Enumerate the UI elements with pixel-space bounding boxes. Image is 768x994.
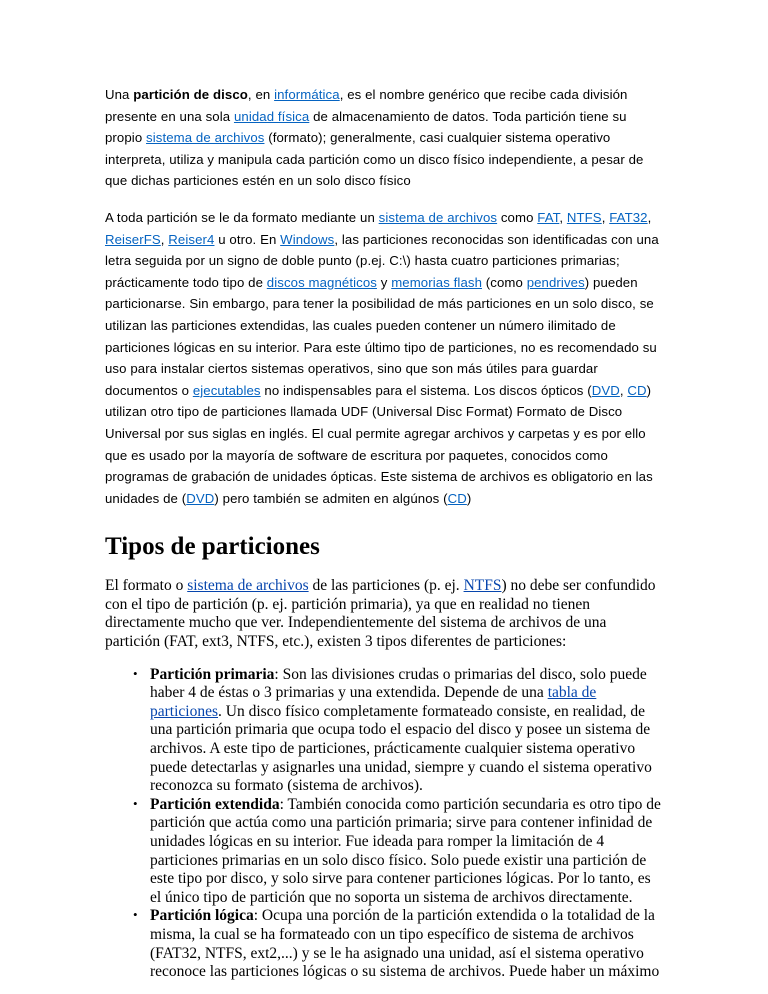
text-run: , es el nombre genérico que recibe cada división presente en una sola: [105, 87, 628, 124]
partition-types-list: [105, 666, 662, 982]
text-run: no indispensables para el sistema. Los discos ópticos (: [260, 382, 592, 398]
hyperlink[interactable]: FAT32: [609, 209, 648, 225]
bullet-icon: •: [133, 665, 138, 681]
hyperlink[interactable]: CD: [447, 490, 467, 506]
hyperlink[interactable]: discos magnéticos: [266, 274, 377, 290]
list-item-extended-partition: [131, 796, 662, 908]
text-run: , las particiones reconocidas son identificadas con una letra seguida por un signo de doble punto (p.ej. C:\) hasta cuatro particiones primarias; prácticamente todo tipo de: [105, 231, 659, 290]
list-item-primary-partition: [131, 666, 662, 796]
hyperlink[interactable]: sistema de archivos: [146, 130, 265, 146]
text-run: ,: [647, 209, 652, 225]
text-run: ): [466, 490, 472, 506]
text-run: : También conocida como partición secundaria es otro tipo de partición que actúa como una partición primaria; sirve para contener infinidad de unidades lógicas en su interior. Fue ideada para romper la limitación de 4 particiones primarias en un solo disco físico. Solo puede existir una partición de este tipo por disco, y solo sirve para contener particiones lógicas. Por lo tanto, es el único tipo de partición que no soporta un sistema de archivos directamente.: [150, 795, 661, 906]
list-item-logical-partition: [131, 907, 662, 981]
text-run: ) pueden particionarse. Sin embargo, para tener la posibilidad de más particiones en un solo disco, se utilizan las particiones extendidas, las cuales pueden contener un número ilimitado de particiones lógicas en su interior. Para este último tipo de particiones, no es recomendado su uso para instalar ciertos sistemas operativos, sino que son más útiles para guardar documentos o: [105, 274, 657, 398]
text-run: ) no debe ser confundido con el tipo de partición (p. ej. partición primaria), ya que en realidad no tienen directamente mucho que ver. Independientemente del sistema de archivos de una partición (FAT, ext3, NTFS, etc.), existen 3 tipos diferentes de particiones:: [105, 577, 656, 651]
hyperlink[interactable]: DVD: [591, 382, 620, 398]
text-run: Partición extendida: [150, 795, 280, 813]
text-run: (como: [482, 274, 527, 290]
text-run: El formato o: [105, 577, 188, 595]
hyperlink[interactable]: CD: [627, 382, 647, 398]
text-run: y: [376, 274, 392, 290]
text-run: : Ocupa una porción de la partición extendida o la totalidad de la misma, la cual se ha formateado con un tipo específico de sistema de archivos (FAT32, NTFS, ext2,...) y se le ha asignado una unidad, así el sistema operativo reconoce las particiones lógicas o su sistema de archivos. Puede haber un máximo: [150, 907, 660, 981]
hyperlink[interactable]: memorias flash: [391, 274, 483, 290]
text-run: Una: [105, 87, 134, 102]
text-run: ,: [160, 231, 169, 247]
text-run: A toda partición se le da formato mediante un: [105, 209, 379, 225]
hyperlink[interactable]: ejecutables: [192, 382, 261, 398]
text-run: ,: [601, 209, 610, 225]
text-run: , en: [247, 87, 275, 102]
text-run: Partición lógica: [150, 907, 254, 925]
text-run: u otro. En: [214, 231, 281, 247]
hyperlink[interactable]: pendrives: [526, 274, 585, 290]
text-run: . Un disco físico completamente formateado consiste, en realidad, de una partición primaria que ocupa todo el espacio del disco y posee un sistema de archivos. A este tipo de particiones, prácticamente cualquier sistema operativo puede detectarlas y asignarles una unidad, siempre y cuando el sistema operativo reconozca su formato (sistema de archivos).: [150, 702, 652, 795]
hyperlink[interactable]: sistema de archivos: [378, 209, 498, 225]
text-run: (formato); generalmente, casi cualquier sistema operativo interpreta, utiliza y manipula cada partición como un disco físico independiente, a pesar de que dichas particiones estén en un solo disco físico: [105, 130, 644, 189]
hyperlink[interactable]: Reiser4: [168, 231, 215, 247]
hyperlink[interactable]: Windows: [280, 231, 335, 247]
hyperlink[interactable]: FAT: [537, 209, 560, 225]
text-run: de las particiones (p. ej.: [308, 577, 464, 595]
text-run: ) pero también se admiten en algúnos (: [214, 490, 448, 506]
section-body: [105, 577, 662, 981]
text-run: como: [497, 209, 538, 225]
hyperlink[interactable]: sistema de archivos: [187, 577, 309, 595]
text-run: partición de disco: [133, 87, 248, 102]
paragraph-section-intro: [105, 577, 662, 651]
hyperlink[interactable]: unidad física: [233, 108, 310, 124]
text-run: de almacenamiento de datos. Toda partición tiene su propio: [105, 108, 627, 146]
text-run: : Son las divisiones crudas o primarias del disco, solo puede haber 4 de éstas o 3 primarias y una extendida. Depende de una: [150, 665, 647, 702]
bullet-icon: •: [133, 795, 138, 811]
text-run: ) utilizan otro tipo de particiones llamada UDF (Universal Disc Format) Formato de Disco Universal por sus siglas en inglés. El cual permite agregar archivos y carpetas y es por ello que es usado por la mayoría de software de escritura por paquetes, conocidos como programas de grabación de unidades ópticas. Este sistema de archivos es obligatorio en las unidades de (: [105, 382, 653, 506]
section-heading: Tipos de particiones: [105, 533, 320, 561]
text-run: ,: [619, 382, 628, 398]
text-run: ,: [559, 209, 567, 225]
text-run: Partición primaria: [150, 665, 275, 683]
paragraph-definition: [105, 84, 662, 192]
hyperlink[interactable]: tabla de particiones: [150, 684, 597, 720]
hyperlink[interactable]: NTFS: [566, 209, 602, 225]
hyperlink[interactable]: ReiserFS: [105, 231, 161, 247]
hyperlink[interactable]: NTFS: [463, 577, 502, 595]
hyperlink[interactable]: informática: [274, 87, 340, 102]
paragraph-format-details: [105, 207, 662, 509]
hyperlink[interactable]: DVD: [186, 490, 215, 506]
bullet-icon: •: [133, 907, 138, 923]
